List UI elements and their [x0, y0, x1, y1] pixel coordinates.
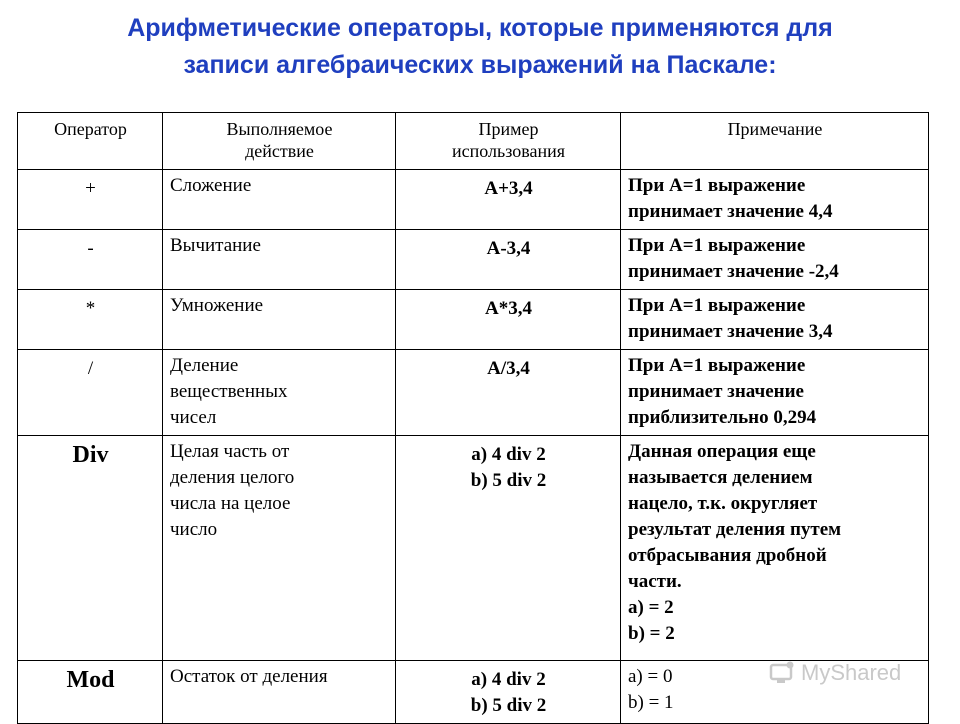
operator-cell: /	[18, 350, 163, 436]
operator-cell: *	[18, 290, 163, 350]
note-cell: Данная операция еще называется делением нацело, т.к. округляет результат деления путем отбрасывания дробной части. a) = 2 b) = 2	[621, 436, 929, 661]
example-cell: a) 4 div 2 b) 5 div 2	[396, 661, 621, 724]
header-action: Выполняемое действие	[163, 113, 396, 170]
watermark	[768, 656, 901, 690]
table-row	[18, 170, 929, 230]
example-cell: A/3,4	[396, 350, 621, 436]
action-cell: Целая часть от деления целого числа на целое число	[163, 436, 396, 661]
note-cell: a) = 0 b) = 1	[621, 661, 929, 724]
note-cell: При А=1 выражение принимает значение 4,4	[621, 170, 929, 230]
example-cell: a) 4 div 2 b) 5 div 2	[396, 436, 621, 661]
action-cell: Вычитание	[163, 230, 396, 290]
action-cell: Сложение	[163, 170, 396, 230]
example-cell: A-3,4	[396, 230, 621, 290]
table-row	[18, 290, 929, 350]
header-operator: Оператор	[18, 113, 163, 170]
action-cell: Умножение	[163, 290, 396, 350]
operators-table	[17, 112, 929, 724]
operator-cell: Div	[18, 436, 163, 661]
operator-cell: Mod	[18, 661, 163, 724]
table-row	[18, 350, 929, 436]
operator-cell: +	[18, 170, 163, 230]
header-note: Примечание	[621, 113, 929, 170]
title-line-1: Арифметические операторы, которые применяются для	[127, 14, 833, 42]
operator-cell: -	[18, 230, 163, 290]
example-cell: A*3,4	[396, 290, 621, 350]
table-row	[18, 230, 929, 290]
table-row	[18, 436, 929, 661]
action-cell: Остаток от деления	[163, 661, 396, 724]
note-cell: При А=1 выражение принимает значение 3,4	[621, 290, 929, 350]
example-cell: A+3,4	[396, 170, 621, 230]
page-title	[0, 10, 960, 84]
action-cell: Деление вещественных чисел	[163, 350, 396, 436]
monitor-logo-icon	[768, 659, 796, 687]
note-cell: При А=1 выражение принимает значение -2,4	[621, 230, 929, 290]
header-example: Пример использования	[396, 113, 621, 170]
watermark-text: MyShared	[801, 660, 902, 685]
title-line-2: записи алгебраических выражений на Паскале:	[183, 51, 777, 79]
note-cell: При А=1 выражение принимает значение приблизительно 0,294	[621, 350, 929, 436]
table-header-row	[18, 113, 929, 170]
